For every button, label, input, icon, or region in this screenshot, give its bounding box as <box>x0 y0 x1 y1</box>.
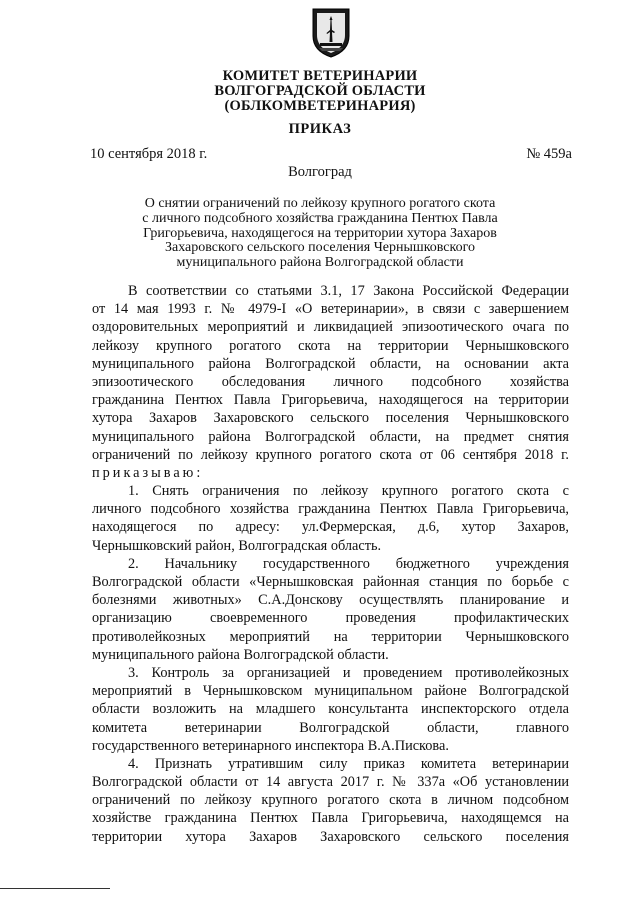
organization-name: КОМИТЕТ ВЕТЕРИНАРИИ <box>222 68 418 84</box>
subject-line: с личного подсобного хозяйства гражданина Пентюх Павла <box>142 210 498 226</box>
body-line: муниципального района Волгоградской области, на предмет снятия <box>92 428 569 445</box>
item-1-line: 1. Снять ограничения по лейкозу крупного рогатого скота с <box>128 483 569 500</box>
organization-abbreviation: (ОБЛКОМВЕТЕРИНАРИЯ) <box>224 98 416 114</box>
body-line: В соответствии со статьями 3.1, 17 Закона Российской Федерации <box>128 283 569 299</box>
body-line: лейкозу крупного рогатого скота на территории Чернышковского <box>92 337 569 354</box>
item-2-line: болезнями животных» С.А.Донскову осуществлять планирование и <box>92 592 569 609</box>
body-line: гражданина Пентюх Павла Григорьевича, находящегося на территории <box>92 392 569 409</box>
item-2-line: Волгоградской области «Чернышковская районная станция по борьбе с <box>92 574 569 590</box>
order-body <box>92 282 569 846</box>
item-2-line: организацию своевременного проведения профилактических <box>92 610 569 627</box>
item-3-line: комитета ветеринарии Волгоградской области, главного <box>92 719 569 736</box>
document-title: ПРИКАЗ <box>288 121 352 137</box>
item-4-line: ограничений по лейкозу крупного рогатого скота в личном подсобном <box>92 792 569 809</box>
item-4-line: территории хутора Захаров Захаровского сельского поселения <box>92 828 569 845</box>
subject-line: О снятии ограничений по лейкозу крупного рогатого скота <box>144 196 496 211</box>
subject-line: муниципального района Волгоградской области <box>176 255 464 271</box>
body-line: от 14 мая 1993 г. № 4979-I «О ветеринарии», в связи с завершением <box>92 301 569 318</box>
item-2-line: муниципального района Волгоградской области. <box>92 646 389 663</box>
item-3-line: 3. Контроль за организацией и проведением противолейкозных <box>128 664 569 681</box>
body-line: муниципального района Волгоградской области, на основании акта <box>92 355 569 372</box>
item-4-line: Волгоградской области от 14 августа 2017 г. № 337а «Об установлении <box>92 774 569 791</box>
subject-line: Захаровского сельского поселения Чернышковского <box>164 240 476 256</box>
order-directive: приказываю: <box>92 464 204 481</box>
order-number: № 459а <box>526 146 572 162</box>
item-1-line: Чернышковский район, Волгоградская область. <box>92 537 382 554</box>
body-line: хутора Захаров Захаровского сельского поселения Чернышковского <box>92 410 569 427</box>
item-3-line: мероприятий в Чернышковском муниципальном районе Волгоградской <box>92 683 569 700</box>
organization-region: ВОЛГОГРАДСКОЙ ОБЛАСТИ <box>214 83 426 99</box>
item-4-line: хозяйстве гражданина Пентюх Павла Григорьевича, находящемся на <box>92 810 569 827</box>
body-line: эпизоотического обследования личного подсобного хозяйства <box>92 373 569 390</box>
body-line: оздоровительных мероприятий и ликвидацией эпизоотического очага по <box>92 319 569 336</box>
order-city: Волгоград <box>288 164 352 180</box>
item-4-line: 4. Признать утратившим силу приказ комитета ветеринарии <box>128 755 569 772</box>
order-subject <box>100 197 540 271</box>
coat-of-arms-icon <box>310 6 352 58</box>
body-line: ограничений по лейкозу крупного рогатого скота от 06 сентября 2018 г. <box>92 446 569 463</box>
item-1-line: находящегося по адресу: ул.Фермерская, д.6, хутор Захаров, <box>92 519 569 536</box>
item-2-line: противолейкозных мероприятий на территории Чернышковского <box>92 628 569 645</box>
item-1-line: личного подсобного хозяйства гражданина Пентюх Павла Григорьевича, <box>92 501 569 518</box>
order-date: 10 сентября 2018 г. <box>90 146 208 162</box>
item-2-line: 2. Начальнику государственного бюджетного учреждения <box>128 555 569 572</box>
subject-line: Григорьевича, находящегося на территории хутора Захаров <box>143 225 497 241</box>
item-3-line: государственного ветеринарного инспектора В.А.Пискова. <box>92 737 449 754</box>
item-3-line: области возложить на младшего консультанта инспекторского отдела <box>92 701 569 718</box>
footnote-divider <box>0 888 110 889</box>
